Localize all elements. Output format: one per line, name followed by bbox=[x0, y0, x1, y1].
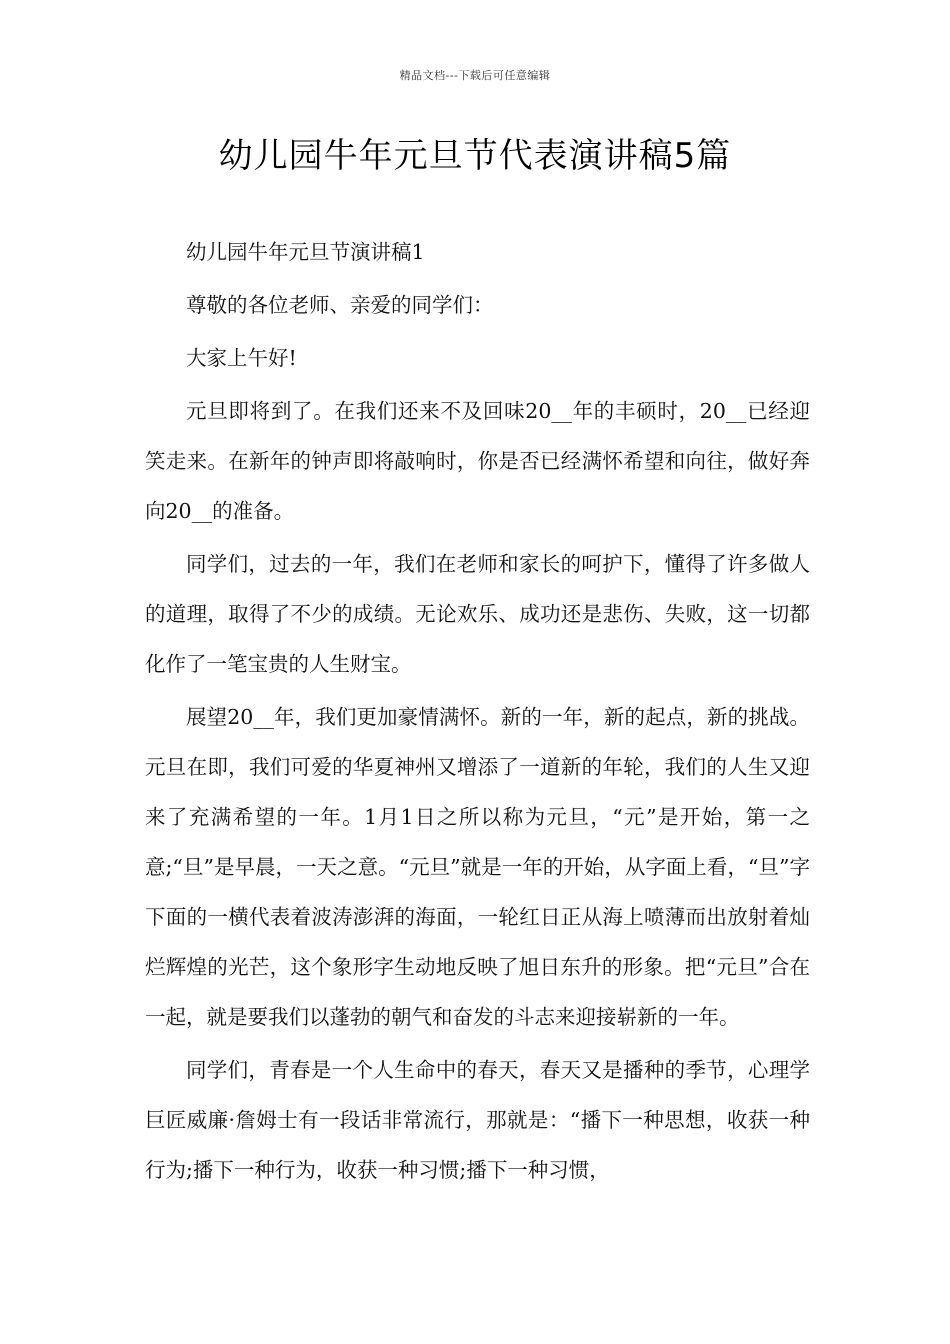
body-paragraph: 同学们，过去的一年，我们在老师和家长的呵护下，懂得了许多做人的道理，取得了不少的成绩。无论欢乐、成功还是悲伤、失败，这一切都化作了一笔宝贵的人生财宝。 bbox=[145, 552, 810, 676]
body-paragraph: 同学们，青春是一个人生命中的春天，春天又是播种的季节，心理学巨匠威廉·詹姆士有一段话非常流行，那就是：“播下一种思想，收获一种行为;播下一种行为，收获一种习惯;播下一种习惯， bbox=[145, 1058, 810, 1182]
section-heading: 幼儿园牛年元旦节演讲稿1 bbox=[186, 240, 425, 264]
greeting: 大家上午好! bbox=[186, 346, 297, 370]
document-title: 幼儿园牛年元旦节代表演讲稿5篇 bbox=[218, 136, 732, 176]
page-header-watermark: 精品文档---下载后可任意编辑 bbox=[399, 69, 551, 82]
body-paragraph: 展望20__年，我们更加豪情满怀。新的一年，新的起点，新的挑战。元旦在即，我们可爱的华夏神州又增添了一道新的年轮，我们的人生又迎来了充满希望的一年。1月1日之所以称为元旦，“元”是开始，第一之意;“旦”是早晨，一天之意。“元旦”就是一年的开始，从字面上看，“旦”字下面的一横代表着波涛澎湃的海面，一轮红日正从海上喷薄而出放射着灿烂辉煌的光芒，这个象形字生动地反映了旭日东升的形象。把“元旦”合在一起，就是要我们以蓬勃的朝气和奋发的斗志来迎接崭新的一年。 bbox=[145, 705, 810, 1029]
body-paragraph: 元旦即将到了。在我们还来不及回味20__年的丰硕时，20__已经迎笑走来。在新年的钟声即将敲响时，你是否已经满怀希望和向往，做好奔向20__的准备。 bbox=[145, 399, 810, 523]
salutation: 尊敬的各位老师、亲爱的同学们： bbox=[186, 293, 494, 317]
document-body bbox=[145, 227, 810, 1198]
